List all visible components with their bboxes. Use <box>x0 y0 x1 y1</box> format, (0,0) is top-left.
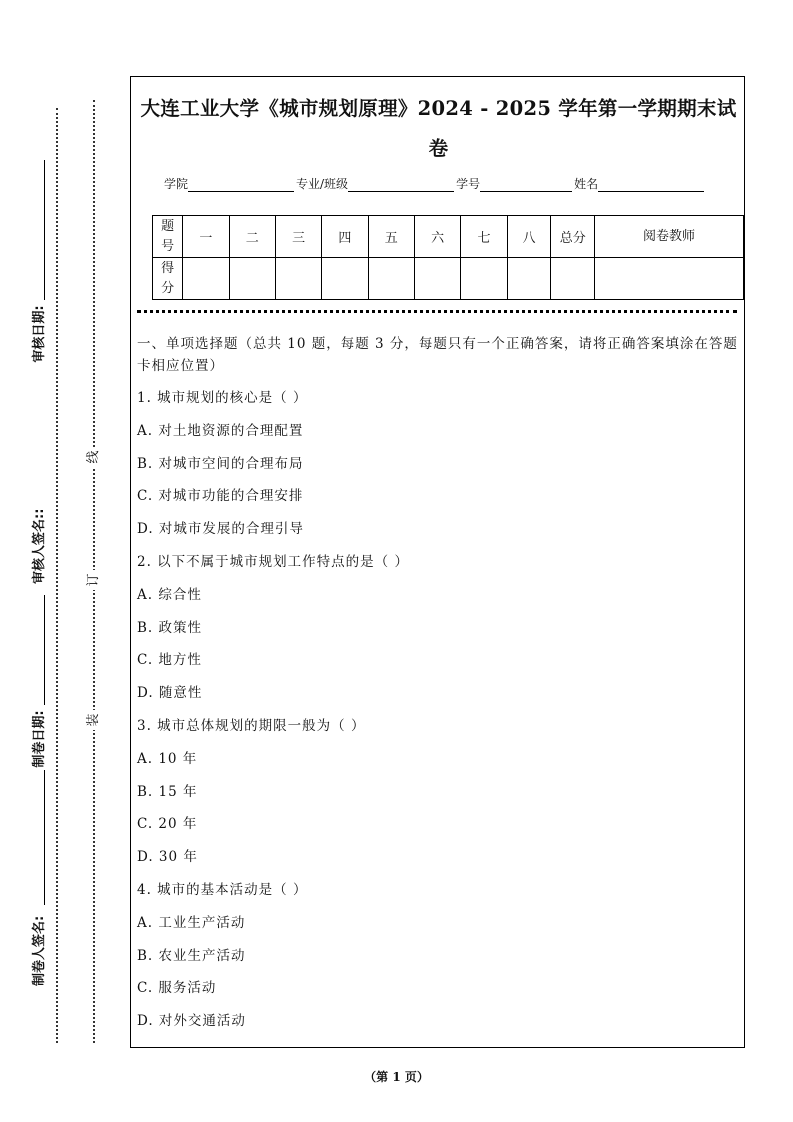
maker-sign-line <box>44 770 45 905</box>
score-header-cell: 八 <box>507 216 551 258</box>
exam-title: 大连工业大学《城市规划原理》2024 - 2025 学年第一学期期末试卷 <box>140 97 737 160</box>
question-option[interactable]: B. 15 年 <box>137 783 198 800</box>
score-header-cell: 七 <box>461 216 507 258</box>
score-cell[interactable] <box>322 258 368 300</box>
question-stem: 1. 城市规划的核心是（ ） <box>137 390 308 406</box>
score-header-cell: 总分 <box>551 216 595 258</box>
score-header-cell: 四 <box>322 216 368 258</box>
college-label: 学院 <box>164 177 189 191</box>
college-field[interactable] <box>188 177 294 192</box>
make-date-label: 制卷日期: <box>32 710 47 768</box>
section-heading: 一、单项选择题（总共 10 题，每题 3 分，每题只有一个正确答案，请将正确答案填涂在答题卡相应位置） <box>137 336 738 374</box>
question-option[interactable]: A. 对土地资源的合理配置 <box>137 422 304 439</box>
question-option[interactable]: A. 10 年 <box>137 750 198 767</box>
score-header-cell: 五 <box>368 216 414 258</box>
question-option[interactable]: A. 工业生产活动 <box>137 914 246 931</box>
exam-frame <box>130 76 745 1048</box>
score-cell[interactable] <box>551 258 595 300</box>
review-date-line <box>44 160 45 300</box>
score-row-label: 得分 <box>153 258 183 300</box>
score-cell[interactable] <box>461 258 507 300</box>
name-field[interactable] <box>598 177 704 192</box>
question-content <box>137 333 741 1043</box>
review-date-label: 审核日期: <box>32 305 47 363</box>
reviewer-sign-label: 审核人签名:: <box>32 508 47 584</box>
score-cell[interactable] <box>507 258 551 300</box>
score-cell[interactable] <box>229 258 275 300</box>
question-option[interactable]: D. 30 年 <box>137 849 198 866</box>
score-header-cell: 一 <box>183 216 229 258</box>
score-cell[interactable] <box>414 258 460 300</box>
question-stem: 4. 城市的基本活动是（ ） <box>137 881 308 898</box>
score-cell[interactable] <box>368 258 414 300</box>
question-option[interactable]: D. 对外交通活动 <box>137 1013 246 1030</box>
question-option[interactable]: A. 综合性 <box>137 586 202 603</box>
question-option[interactable]: C. 地方性 <box>137 652 202 669</box>
score-header-cell: 六 <box>414 216 460 258</box>
question-stem: 3. 城市总体规划的期限一般为（ ） <box>137 717 366 734</box>
question-option[interactable]: B. 农业生产活动 <box>137 947 246 964</box>
question-option[interactable]: B. 政策性 <box>137 619 203 636</box>
binding-dotted-line-left <box>56 108 58 1043</box>
score-header-cell: 二 <box>229 216 275 258</box>
score-table <box>152 215 744 300</box>
student-info-row <box>164 175 724 192</box>
score-header-cell: 三 <box>275 216 321 258</box>
question-option[interactable]: B. 对城市空间的合理布局 <box>137 455 304 472</box>
make-date-line <box>44 595 45 705</box>
binding-char-xian: 线 <box>84 447 104 467</box>
maker-sign-label: 制卷人签名: <box>32 915 47 986</box>
major-class-field[interactable] <box>348 177 454 192</box>
score-header-cell: 题号 <box>153 216 183 258</box>
question-option[interactable]: C. 服务活动 <box>137 980 217 997</box>
score-cell[interactable] <box>183 258 229 300</box>
score-table-score-row <box>153 258 744 300</box>
page-number: （第 1 页） <box>364 1070 429 1084</box>
student-id-field[interactable] <box>480 177 572 192</box>
major-class-label: 专业/班级 <box>296 177 349 191</box>
dotted-separator <box>137 310 737 313</box>
name-label: 姓名 <box>574 177 599 191</box>
question-option[interactable]: C. 20 年 <box>137 816 198 833</box>
score-table-header-row <box>153 216 744 258</box>
question-option[interactable]: D. 随意性 <box>137 685 203 702</box>
question-option[interactable]: C. 对城市功能的合理安排 <box>137 488 304 505</box>
student-id-label: 学号 <box>456 177 481 191</box>
score-cell[interactable] <box>275 258 321 300</box>
binding-char-ding: 订 <box>84 570 104 590</box>
question-option[interactable]: D. 对城市发展的合理引导 <box>137 521 304 538</box>
binding-char-zhuang: 装 <box>84 710 104 730</box>
question-stem: 2. 以下不属于城市规划工作特点的是（ ） <box>137 553 409 570</box>
score-cell[interactable] <box>595 258 744 300</box>
score-header-cell: 阅卷教师 <box>595 216 744 258</box>
